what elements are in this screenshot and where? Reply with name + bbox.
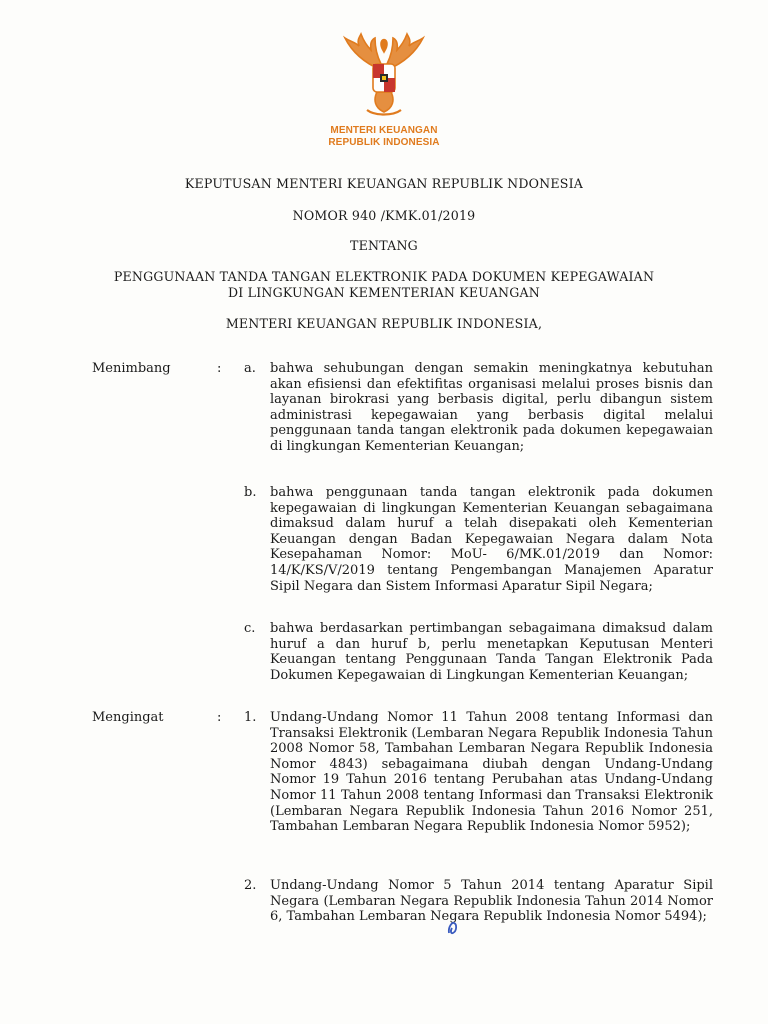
decree-title: KEPUTUSAN MENTERI KEUANGAN REPUBLIK NDONESIA [184, 176, 584, 191]
garuda-emblem-icon [337, 30, 431, 120]
menimbang-item-text: bahwa sehubungan dengan semakin meningkatnya kebutuhan akan efisiensi dan efektifitas organisasi melalui proses bisnis dan layanan birokrasi yang berbasis digital, perlu dibangun sistem administrasi kepegawaian yang berbasis digital melalui penggunaan tanda tangan elektronik pada dokumen kepegawaian di lingkungan Kementerian Keuangan; [270, 361, 713, 454]
menimbang-colon: : [217, 361, 222, 376]
menimbang-item-text: bahwa penggunaan tanda tangan elektronik pada dokumen kepegawaian di lingkungan Kementerian Keuangan sebagaimana dimaksud dalam huruf a telah disepakati oleh Kementerian Keuangan dengan Badan Kepegawaian Negara dalam Nota Kesepahaman Nomor: MoU- 6/MK.01/2019 dan Nomor: 14/K/KS/V/2019 tentang Pengembangan Manajemen Aparatur Sipil Negara dan Sistem Informasi Aparatur Sipil Negara; [270, 485, 713, 594]
mengingat-item-marker: 1. [244, 710, 257, 725]
menimbang-item-marker: a. [244, 361, 256, 376]
mengingat-colon: : [217, 710, 222, 725]
mengingat-item-text: Undang-Undang Nomor 5 Tahun 2014 tentang Aparatur Sipil Negara (Lembaran Negara Republik Indonesia Tahun 2014 Nomor 6, Tambahan Lembaran Negara Republik Indonesia Nomor 5494); [270, 878, 713, 925]
decree-issuer: MENTERI KEUANGAN REPUBLIK INDONESIA, [225, 316, 543, 331]
menimbang-item-marker: c. [244, 621, 256, 636]
menimbang-item-marker: b. [244, 485, 257, 500]
institution-name-line2: REPUBLIK INDONESIA [328, 137, 440, 148]
decree-about: TENTANG [350, 238, 418, 253]
paraf-mark-icon [446, 919, 460, 937]
mengingat-label: Mengingat [92, 710, 164, 725]
mengingat-item-marker: 2. [244, 878, 257, 893]
decree-subject-line2: DI LINGKUNGAN KEMENTERIAN KEUANGAN [227, 285, 541, 300]
mengingat-item-text: Undang-Undang Nomor 11 Tahun 2008 tentang Informasi dan Transaksi Elektronik (Lembaran Negara Republik Indonesia Tahun 2008 Nomor 58, Tambahan Lembaran Negara Republik Indonesia Nomor 4843) sebagaimana diubah dengan Undang-Undang Nomor 19 Tahun 2016 tentang Perubahan atas Undang-Undang Nomor 11 Tahun 2008 tentang Informasi dan Transaksi Elektronik (Lembaran Negara Republik Indonesia Tahun 2016 Nomor 251, Tambahan Lembaran Negara Republik Indonesia Nomor 5952); [270, 710, 713, 835]
decree-subject-line1: PENGGUNAAN TANDA TANGAN ELEKTRONIK PADA DOKUMEN KEPEGAWAIAN [113, 269, 655, 284]
institution-name-line1: MENTERI KEUANGAN [330, 125, 438, 136]
menimbang-label: Menimbang [92, 361, 171, 376]
decree-number: NOMOR 940 /KMK.01/2019 [292, 208, 476, 223]
menimbang-item-text: bahwa berdasarkan pertimbangan sebagaimana dimaksud dalam huruf a dan huruf b, perlu menetapkan Keputusan Menteri Keuangan tentang Penggunaan Tanda Tangan Elektronik Pada Dokumen Kepegawaian di Lingkungan Kementerian Keuangan; [270, 621, 713, 683]
